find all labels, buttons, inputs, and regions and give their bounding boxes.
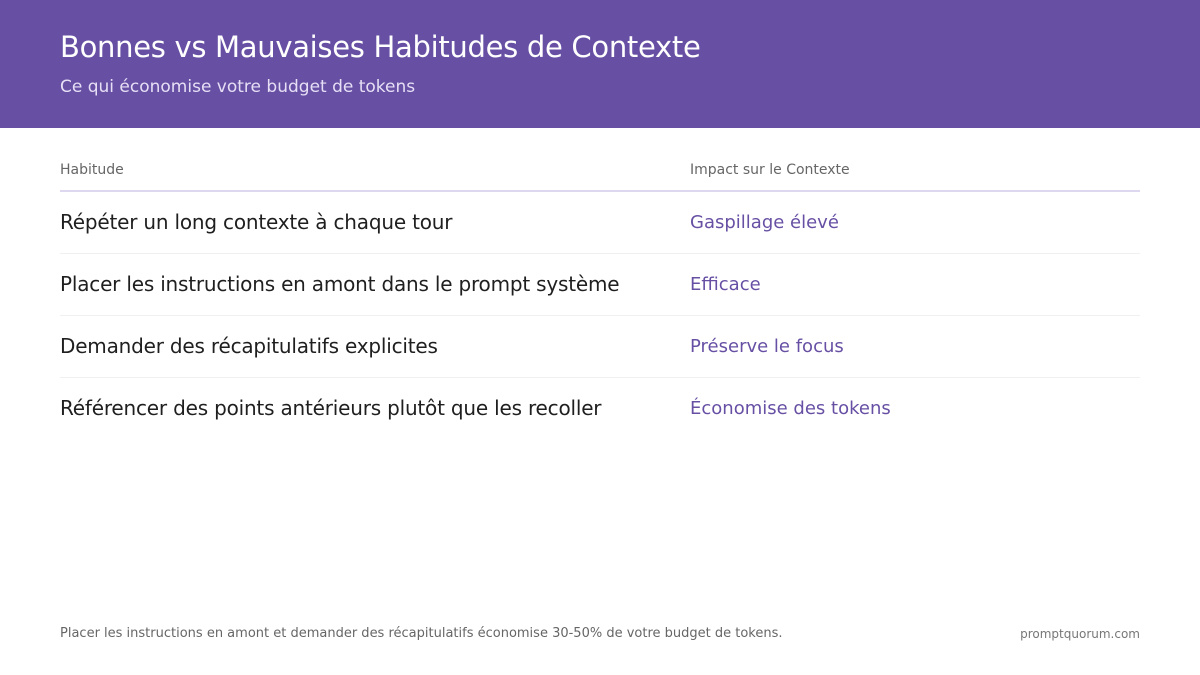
impact-cell: Préserve le focus [690,336,844,357]
table-row [60,378,1140,439]
habit-cell: Placer les instructions en amont dans le prompt système [60,272,620,296]
impact-cell: Gaspillage élevé [690,212,839,233]
column-header-habit: Habitude [60,162,124,178]
habit-cell: Répéter un long contexte à chaque tour [60,210,453,234]
header-banner [0,0,1200,128]
table-row [60,192,1140,254]
footer-brand: promptquorum.com [1020,627,1140,641]
impact-cell: Efficace [690,274,761,295]
habit-cell: Demander des récapitulatifs explicites [60,334,438,358]
habit-cell: Référencer des points antérieurs plutôt que les recoller [60,396,602,420]
table-header [60,160,1140,192]
impact-cell: Économise des tokens [690,398,891,419]
habits-table [60,160,1140,439]
column-header-impact: Impact sur le Contexte [690,162,850,178]
table-row [60,254,1140,316]
page-title: Bonnes vs Mauvaises Habitudes de Contexte [60,30,701,64]
table-row [60,316,1140,378]
footer-note: Placer les instructions en amont et demander des récapitulatifs économise 30-50% de votre budget de tokens. [60,626,783,641]
page-subtitle: Ce qui économise votre budget de tokens [60,77,416,97]
